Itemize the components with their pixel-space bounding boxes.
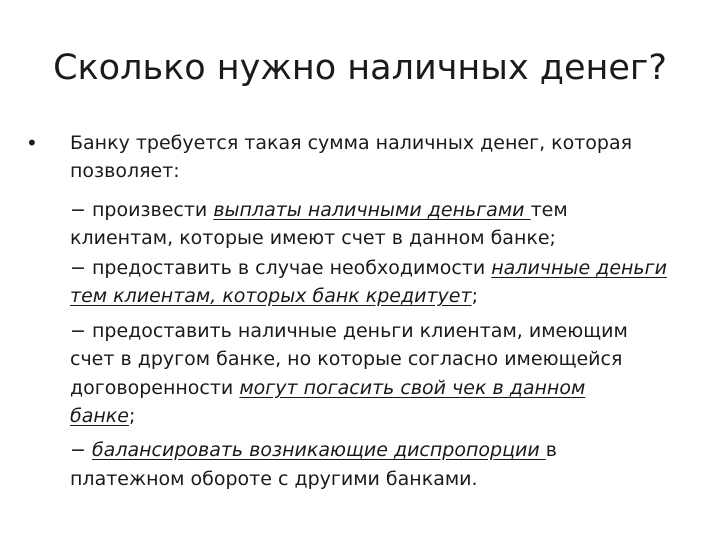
emphasized-text: выплаты наличными деньгами: [213, 199, 531, 221]
body-line: [70, 437, 557, 463]
body-line: [70, 375, 585, 401]
bullet-marker: •: [26, 131, 38, 155]
text-segment: тем: [530, 199, 568, 221]
body-line: [70, 283, 478, 309]
body-line: [70, 255, 667, 281]
body-line: [70, 225, 556, 251]
text-segment: в: [545, 439, 557, 461]
text-segment: Банку требуется такая сумма наличных денег, которая: [70, 132, 633, 154]
emphasized-text: банке: [70, 405, 129, 427]
text-segment: клиентам, которые имеют счет в данном банке;: [70, 227, 556, 249]
slide-title: Сколько нужно наличных денег?: [53, 48, 667, 88]
body-line: [70, 318, 628, 344]
body-line: [70, 130, 632, 156]
body-line: [70, 197, 568, 223]
text-segment: ;: [471, 285, 478, 307]
body-line: [70, 346, 622, 372]
text-segment: − предоставить наличные деньги клиентам, имеющим: [70, 320, 628, 342]
body-line: [70, 466, 478, 492]
emphasized-text: тем клиентам, которых банк кредитует: [70, 285, 472, 307]
text-segment: −: [70, 439, 92, 461]
text-segment: счет в другом банке, но которые согласно имеющейся: [70, 348, 623, 370]
text-segment: позволяет:: [70, 160, 180, 182]
text-segment: − произвести: [70, 199, 214, 221]
emphasized-text: балансировать возникающие диспропорции: [91, 439, 546, 461]
emphasized-text: наличные деньги: [491, 257, 667, 279]
text-segment: − предоставить в случае необходимости: [70, 257, 492, 279]
text-segment: договоренности: [70, 377, 240, 399]
body-line: [70, 403, 135, 429]
text-segment: платежном обороте с другими банками.: [70, 468, 478, 490]
text-segment: ;: [128, 405, 136, 427]
emphasized-text: могут погасить свой чек в данном: [239, 377, 586, 399]
body-line: [70, 158, 180, 184]
